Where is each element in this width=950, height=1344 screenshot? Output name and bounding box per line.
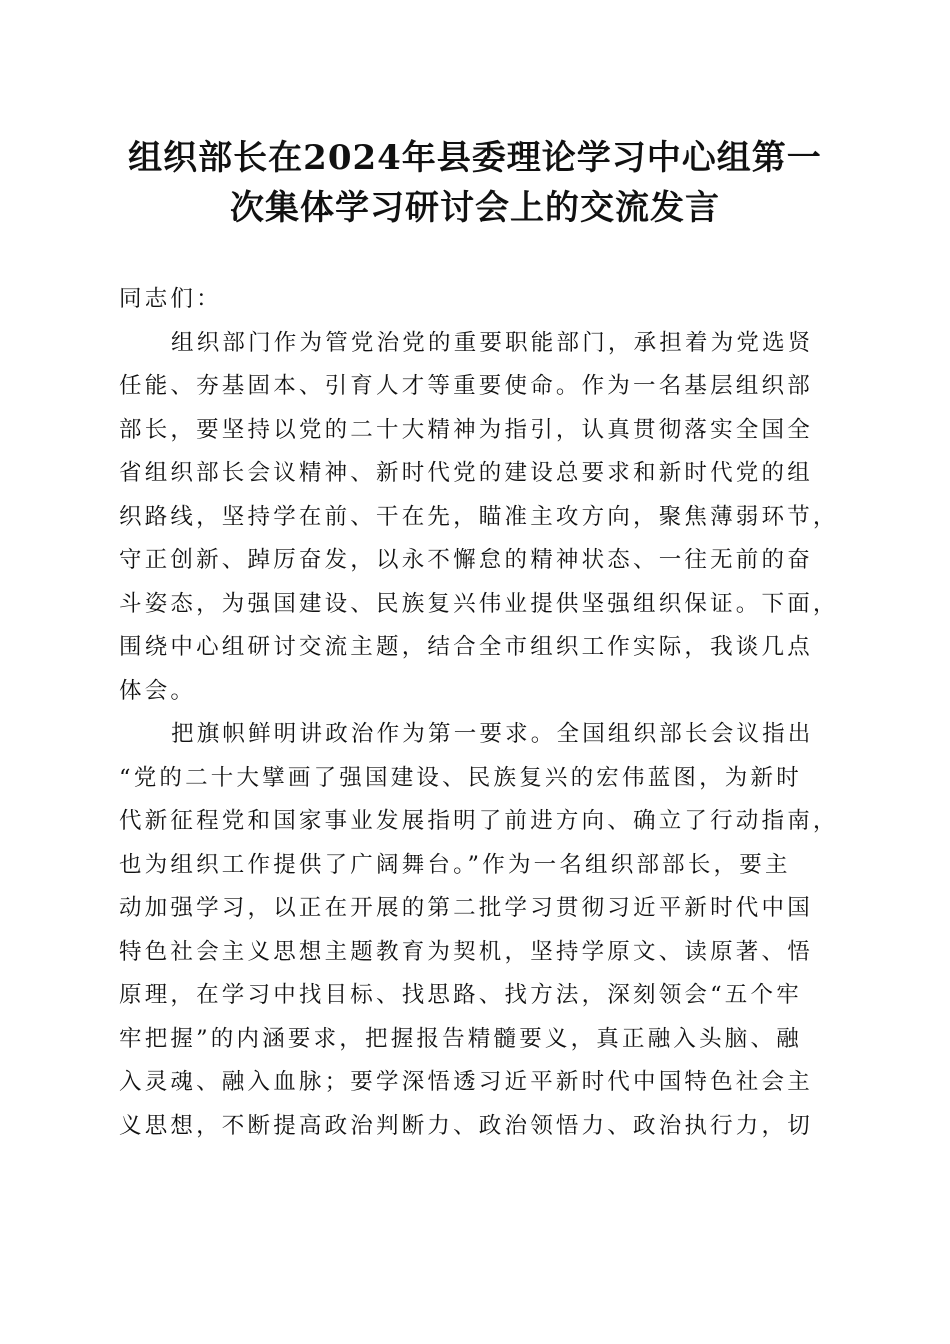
document-body — [119, 278, 839, 1148]
paragraph-line: 围绕中心组研讨交流主题，结合全市组织工作实际，我谈几点 — [119, 634, 813, 660]
paragraph-line: 任能、夯基固本、引育人才等重要使命。作为一名基层组织部 — [119, 373, 813, 399]
paragraph-line: 斗姿态，为强国建设、民族复兴伟业提供坚强组织保证。下面， — [119, 590, 839, 617]
salutation: 同志们： — [119, 286, 222, 312]
paragraph-line: 守正创新、踔厉奋发，以永不懈怠的精神状态、一往无前的奋 — [119, 547, 813, 573]
title-line-1: 组织部长在2024年县委理论学习中心组第一 — [128, 138, 822, 178]
paragraph-line: 特色社会主义思想主题教育为契机，坚持学原文、读原著、悟 — [119, 938, 813, 965]
paragraph-line: 组织部门作为管党治党的重要职能部门，承担着为党选贤 — [171, 329, 814, 356]
paragraph-line: 代新征程党和国家事业发展指明了前进方向、确立了行动指南， — [119, 808, 839, 834]
paragraph-line: 部长，要坚持以党的二十大精神为指引，认真贯彻落实全国全 — [119, 416, 813, 443]
paragraph-line: 牢把握”的内涵要求，把握报告精髓要义，真正融入头脑、融 — [119, 1025, 802, 1052]
paragraph-line: “党的二十大擘画了强国建设、民族复兴的宏伟蓝图，为新时 — [119, 764, 802, 791]
title-line-2: 次集体学习研讨会上的交流发言 — [230, 188, 720, 228]
paragraph-line: 动加强学习，以正在开展的第二批学习贯彻习近平新时代中国 — [119, 895, 813, 921]
paragraph-line: 省组织部长会议精神、新时代党的建设总要求和新时代党的组 — [119, 460, 813, 486]
paragraph-2 — [119, 713, 839, 1148]
paragraph-line: 入灵魂、融入血脉；要学深悟透习近平新时代中国特色社会主 — [119, 1069, 813, 1095]
document-title — [100, 133, 850, 233]
paragraph-line: 织路线，坚持学在前、干在先，瞄准主攻方向，聚焦薄弱环节， — [119, 503, 839, 530]
paragraph-line: 把旗帜鲜明讲政治作为第一要求。全国组织部长会议指出 — [171, 721, 814, 747]
paragraph-1 — [119, 322, 839, 714]
paragraph-line: 原理，在学习中找目标、找思路、找方法，深刻领会“五个牢 — [119, 982, 802, 1008]
paragraph-line: 也为组织工作提供了广阔舞台。”作为一名组织部部长，要主 — [119, 851, 791, 878]
paragraph-line: 体会。 — [119, 677, 197, 704]
paragraph-line: 义思想，不断提高政治判断力、政治领悟力、政治执行力，切 — [119, 1112, 813, 1139]
